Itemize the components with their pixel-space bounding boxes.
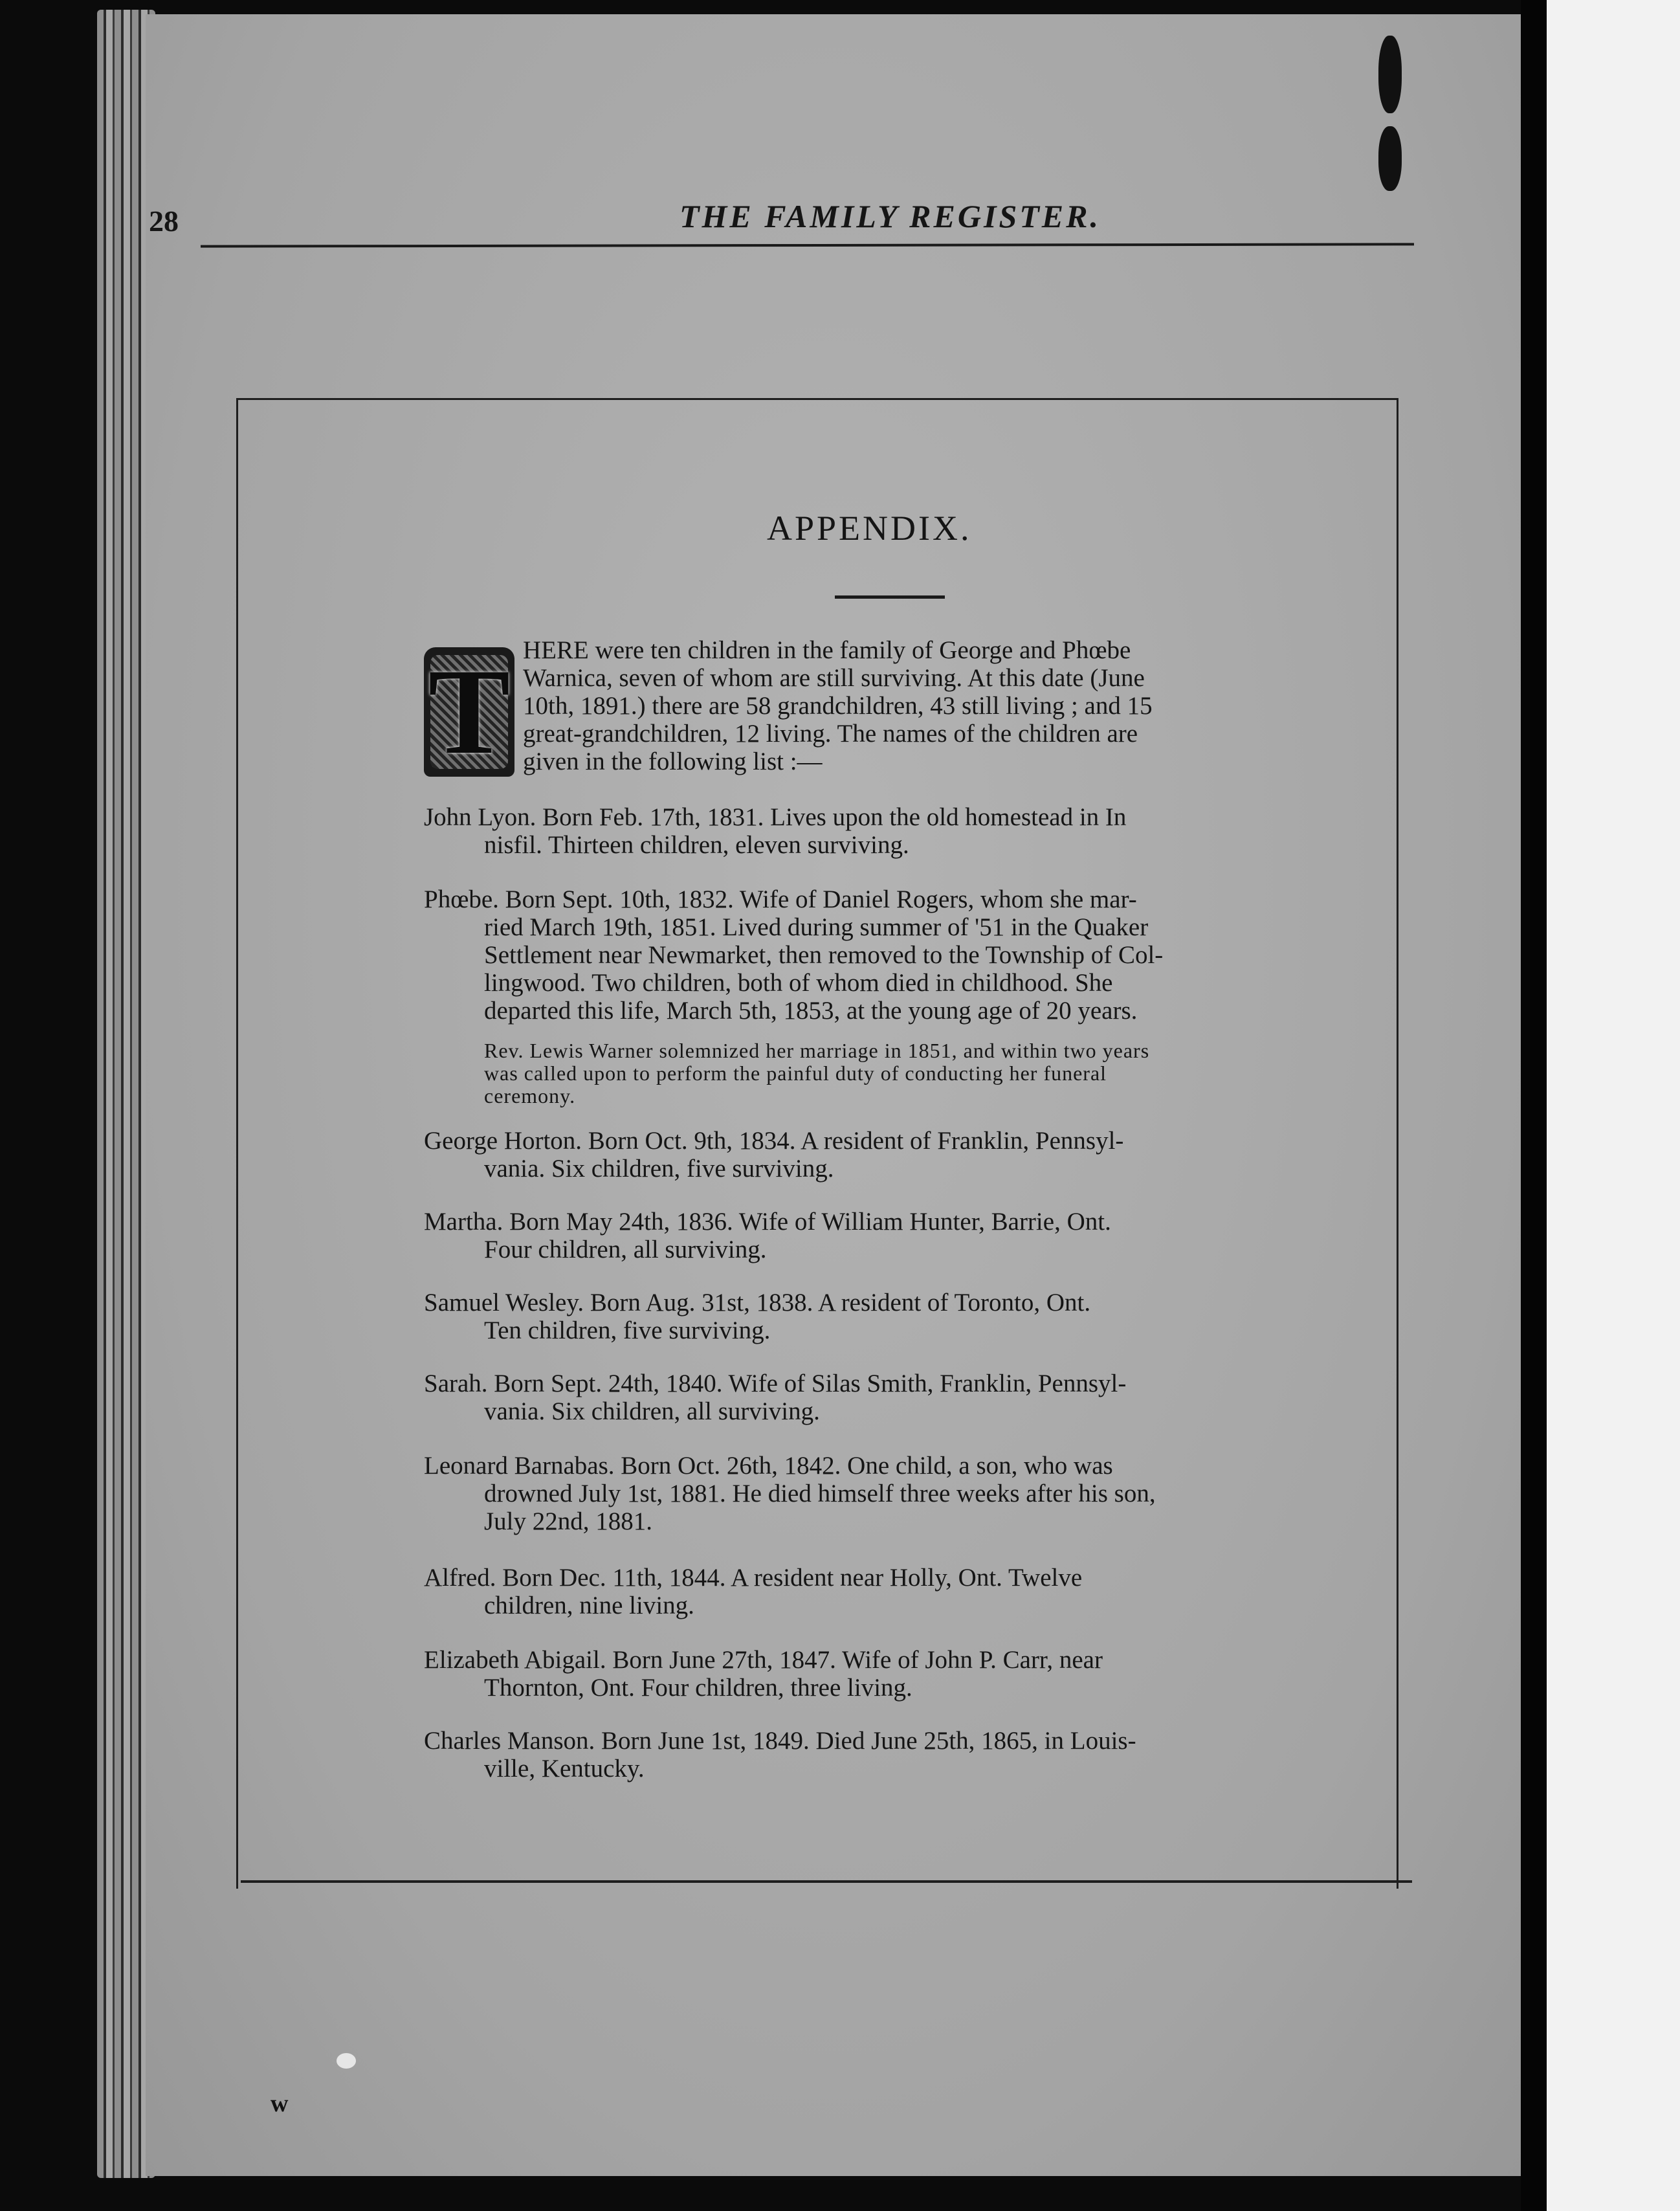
facing-page	[1547, 0, 1680, 2211]
book-spine	[1521, 0, 1547, 2211]
entry-line: drowned July 1st, 1881. He died himself three weeks after his son,	[484, 1480, 1156, 1507]
entry-first-line: Samuel Wesley. Born Aug. 31st, 1838. A resident of Toronto, Ont.	[424, 1289, 1091, 1317]
entry-first-line: Sarah. Born Sept. 24th, 1840. Wife of Silas Smith, Franklin, Pennsyl-	[424, 1370, 1127, 1397]
entry-line: Four children, all surviving.	[484, 1236, 767, 1263]
entry-line: July 22nd, 1881.	[484, 1507, 653, 1535]
title-rule	[835, 595, 945, 599]
entry-line: Ten children, five surviving.	[484, 1317, 771, 1344]
entry-line: departed this life, March 5th, 1853, at the young age of 20 years.	[484, 997, 1138, 1025]
intro-line: given in the following list :—	[523, 748, 823, 775]
footer-mark: w	[271, 2090, 289, 2117]
entry-note-line: Rev. Lewis Warner solemnized her marriage in 1851, and within two years	[484, 1039, 1150, 1062]
ornamental-dropcap	[424, 647, 514, 777]
entry-first-line: Charles Manson. Born June 1st, 1849. Died June 25th, 1865, in Louis-	[424, 1727, 1136, 1755]
paper-blemish	[337, 2053, 356, 2069]
running-head: THE FAMILY REGISTER.	[680, 198, 1101, 234]
entry-line: ried March 19th, 1851. Lived during summer of '51 in the Quaker	[484, 913, 1149, 941]
intro-line: HERE were ten children in the family of George and Phœbe	[523, 636, 1131, 664]
dropcap-letter: T	[428, 647, 511, 777]
appendix-title: APPENDIX.	[767, 509, 972, 548]
entry-first-line: Elizabeth Abigail. Born June 27th, 1847. Wife of John P. Carr, near	[424, 1646, 1103, 1674]
page-number: 28	[149, 205, 179, 238]
entry-note-line: ceremony.	[484, 1084, 576, 1107]
appendix-border-bottom	[241, 1880, 1412, 1883]
entry-first-line: John Lyon. Born Feb. 17th, 1831. Lives upon the old homestead in In	[424, 803, 1127, 831]
entry-line: vania. Six children, all surviving.	[484, 1397, 820, 1425]
entry-first-line: Alfred. Born Dec. 11th, 1844. A resident near Holly, Ont. Twelve	[424, 1564, 1083, 1592]
entry-line: vania. Six children, five surviving.	[484, 1155, 834, 1183]
entry-line: Settlement near Newmarket, then removed to the Township of Col-	[484, 941, 1164, 969]
entry-line: nisfil. Thirteen children, eleven surviving.	[484, 831, 909, 859]
binding-mark	[1378, 126, 1402, 191]
entry-line: children, nine living.	[484, 1592, 694, 1619]
entry-first-line: Leonard Barnabas. Born Oct. 26th, 1842. One child, a son, who was	[424, 1452, 1113, 1480]
entry-line: Thornton, Ont. Four children, three living.	[484, 1674, 912, 1702]
intro-line: great-grandchildren, 12 living. The names of the children are	[523, 720, 1138, 748]
entry-line: ville, Kentucky.	[484, 1755, 645, 1783]
entry-first-line: Martha. Born May 24th, 1836. Wife of William Hunter, Barrie, Ont.	[424, 1208, 1111, 1236]
entry-first-line: Phœbe. Born Sept. 10th, 1832. Wife of Daniel Rogers, whom she mar-	[424, 885, 1137, 913]
intro-line: Warnica, seven of whom are still surviving. At this date (June	[523, 664, 1145, 692]
entry-first-line: George Horton. Born Oct. 9th, 1834. A resident of Franklin, Pennsyl-	[424, 1127, 1124, 1155]
intro-line: 10th, 1891.) there are 58 grandchildren, 43 still living ; and 15	[523, 692, 1153, 720]
entry-note-line: was called upon to perform the painful duty of conducting her funeral	[484, 1061, 1107, 1085]
entry-line: lingwood. Two children, both of whom died in childhood. She	[484, 969, 1113, 997]
binding-mark	[1378, 36, 1402, 113]
